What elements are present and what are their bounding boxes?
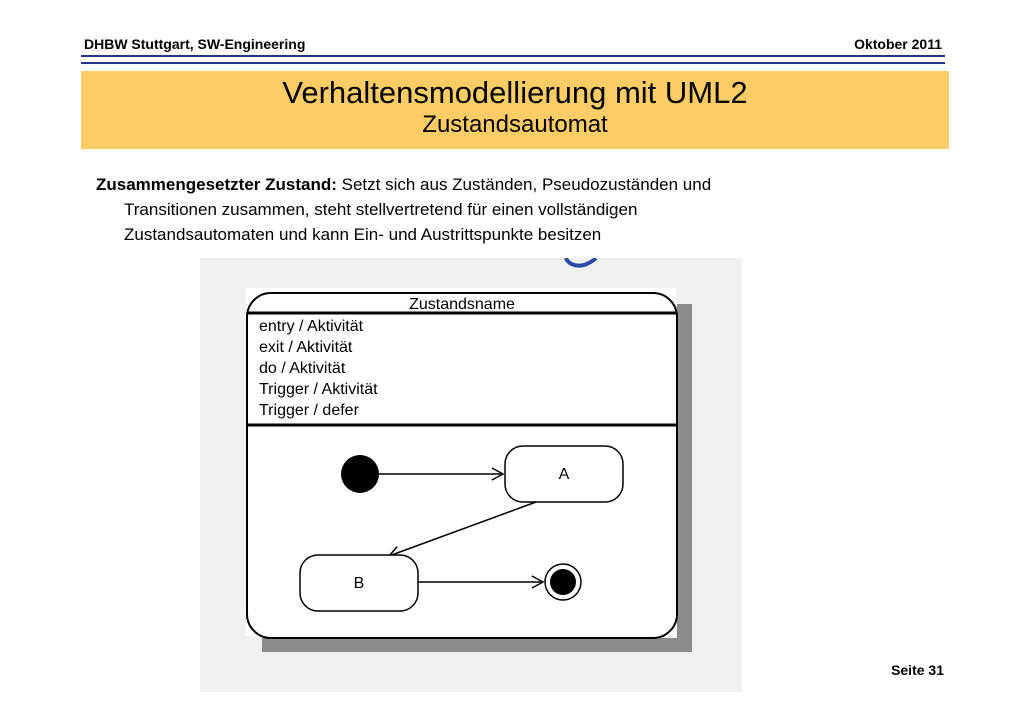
initial-node — [341, 455, 379, 493]
body-text-line-3: Zustandsautomaten und kann Ein- und Austrittspunkte besitzen — [124, 225, 602, 244]
body-lead-term: Zusammengesetzter Zustand: — [96, 175, 337, 194]
header-left-text: DHBW Stuttgart, SW-Engineering — [84, 36, 306, 52]
body-text-line-2: Transitionen zusammen, steht stellvertretend für einen vollständigen — [124, 200, 638, 219]
state-name-label: Zustandsname — [409, 296, 515, 313]
substate-a-label: A — [558, 466, 570, 483]
internal-activity-exit: exit / Aktivität — [259, 339, 353, 356]
decorative-fragment — [566, 258, 596, 266]
internal-activity-entry: entry / Aktivität — [259, 318, 364, 335]
slide-subtitle: Zustandsautomat — [422, 111, 608, 138]
final-node-core — [550, 569, 576, 595]
substate-b-label: B — [353, 575, 365, 592]
internal-activity-do: do / Aktivität — [259, 360, 346, 377]
header-rule-top — [81, 55, 945, 57]
state-diagram — [200, 258, 742, 692]
header-date: Oktober 2011 — [854, 36, 942, 52]
internal-activity-trigger: Trigger / Aktivität — [259, 381, 378, 398]
header-rule-bottom — [81, 62, 945, 64]
title-banner — [81, 71, 949, 149]
slide-title: Verhaltensmodellierung mit UML2 — [282, 75, 748, 110]
page-number: Seite 31 — [891, 662, 944, 678]
body-paragraph — [96, 172, 916, 247]
internal-activity-defer: Trigger / defer — [259, 402, 359, 419]
body-text-line-1: Setzt sich aus Zuständen, Pseudozuständen und — [341, 175, 712, 194]
state-diagram-svg — [200, 258, 742, 692]
